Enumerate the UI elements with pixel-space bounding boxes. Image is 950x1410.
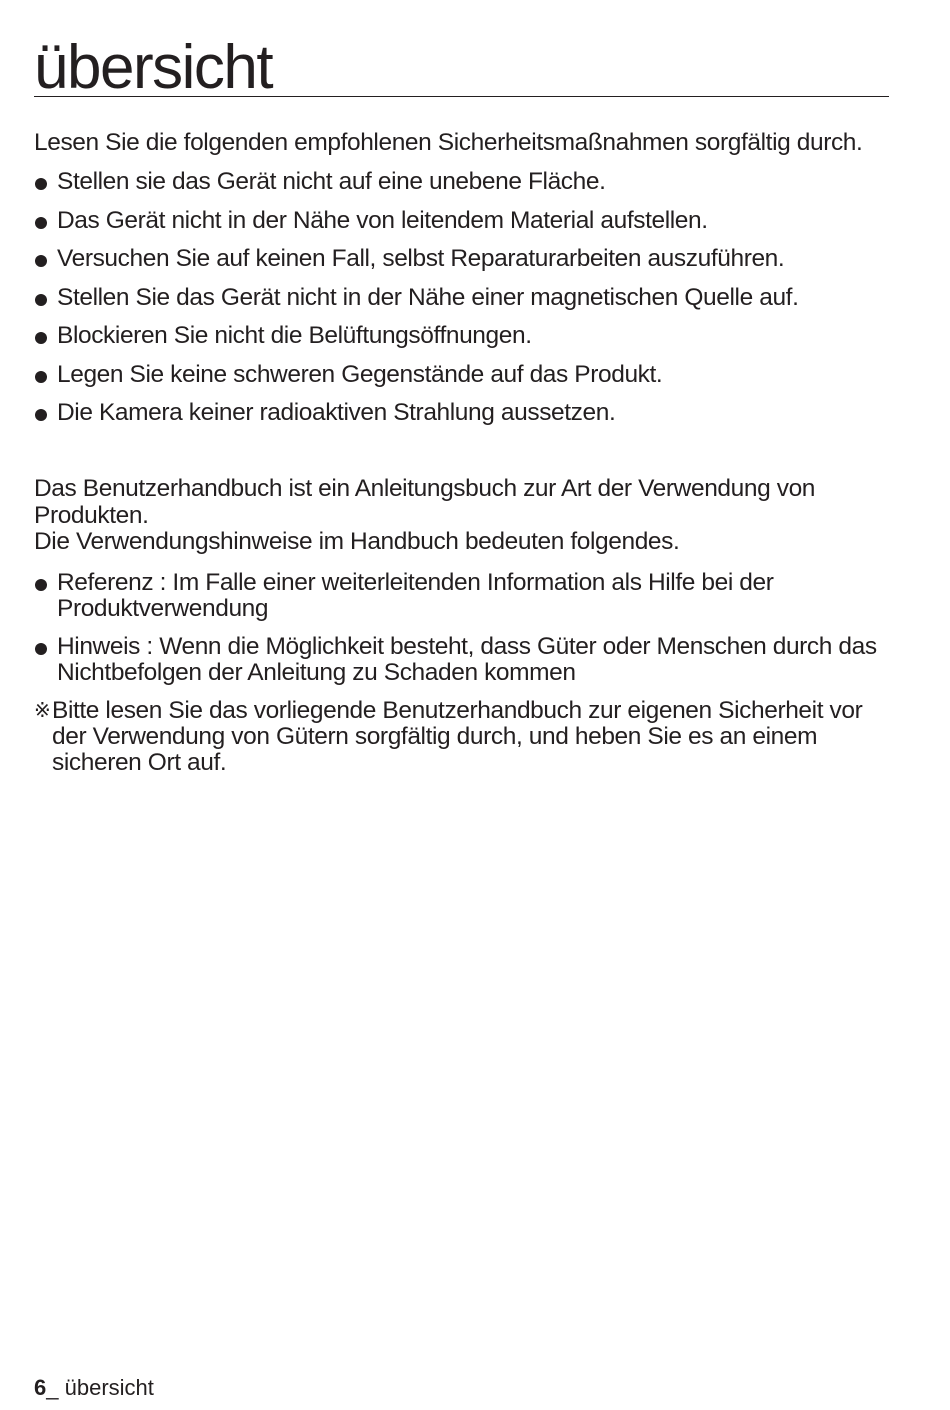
bullet-icon (35, 255, 47, 267)
title-divider (34, 96, 889, 97)
list-item: Das Gerät nicht in der Nähe von leitendem Material aufstellen. (34, 207, 894, 235)
intro-text: Lesen Sie die folgenden empfohlenen Sicherheitsmaßnahmen sorgfältig durch. (34, 129, 863, 156)
footer-section: übersicht (64, 1375, 154, 1400)
reference-mark-icon: ※ (34, 699, 51, 722)
usage-list (34, 570, 894, 686)
note-text: ※ Bitte lesen Sie das vorliegende Benutzerhandbuch zur eigenen Sicherheit vor der Verwendung von Gütern sorgfältig durch, und heben Sie es an einem sicheren Ort auf. (34, 696, 863, 776)
list-item: Versuchen Sie auf keinen Fall, selbst Reparaturarbeiten auszuführen. (34, 245, 894, 273)
list-item: Stellen Sie das Gerät nicht in der Nähe einer magnetischen Quelle auf. (34, 284, 894, 312)
main-content (34, 128, 894, 776)
list-item: Blockieren Sie nicht die Belüftungsöffnungen. (34, 322, 894, 350)
bullet-icon (35, 643, 47, 655)
manual-usage-text: Die Verwendungshinweise im Handbuch bedeuten folgendes. (34, 528, 680, 555)
list-item: Stellen sie das Gerät nicht auf eine unebene Fläche. (34, 168, 894, 196)
page-footer (34, 1374, 154, 1402)
footer-separator: _ (46, 1375, 65, 1400)
list-item: Hinweis : Wenn die Möglichkeit besteht, dass Güter oder Menschen durch das Nichtbefolgen der Anleitung zu Schaden kommen (34, 634, 894, 686)
bullet-icon (35, 371, 47, 383)
bullet-icon (35, 178, 47, 190)
safety-list (34, 168, 894, 427)
manual-intro-text: Das Benutzerhandbuch ist ein Anleitungsbuch zur Art der Verwendung von Produkten. (34, 475, 816, 529)
list-item: Die Kamera keiner radioaktiven Strahlung aussetzen. (34, 399, 894, 427)
bullet-icon (35, 294, 47, 306)
bullet-icon (35, 409, 47, 421)
page-number: 6 (34, 1375, 47, 1400)
bullet-icon (35, 579, 47, 591)
bullet-icon (35, 217, 47, 229)
page-title: übersicht (34, 33, 273, 102)
bullet-icon (35, 332, 47, 344)
list-item: Legen Sie keine schweren Gegenstände auf das Produkt. (34, 361, 894, 389)
list-item: Referenz : Im Falle einer weiterleitenden Information als Hilfe bei der Produktverwendung (34, 570, 894, 622)
